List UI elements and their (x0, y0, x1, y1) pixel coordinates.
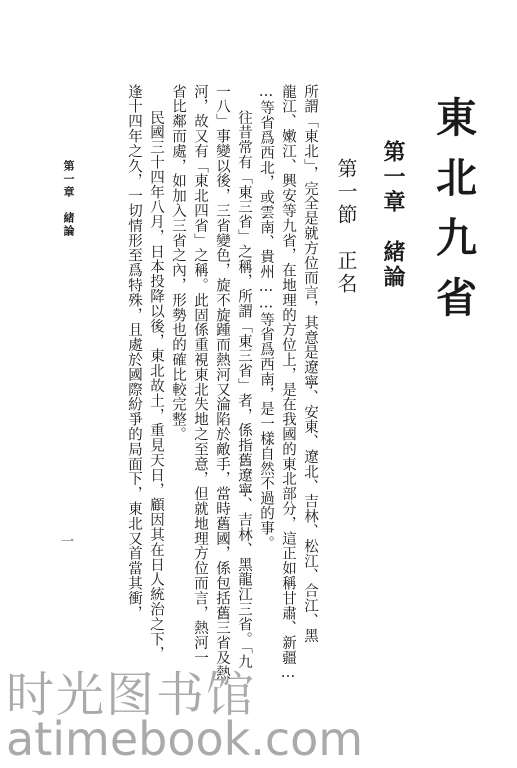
body-line-1: 所謂「東北」，完全是就方位而言，其意是遼寧、安東、遼北、吉林、松江、合江、黑 (302, 84, 318, 643)
watermark-chinese: 时光图书馆 (6, 667, 257, 723)
running-head: 第一章 緒論 (62, 160, 75, 238)
body-line-4: 往昔常有「東三省」之稱，所謂「東三省」者，係指舊遼寧、吉林、黑龍江三省。「九 (236, 110, 252, 669)
body-line-8: 民國三十四年八月，日本投降以後，東北故土，重見天日，顧因其在日人統治之下， (148, 110, 164, 662)
body-line-3: …等省爲西北，或雲南、貴州……等省爲西南，是一樣自然不過的事。 (258, 84, 274, 551)
chapter-heading: 第一章 緒論 (380, 140, 406, 290)
body-line-5: 一八」事變以後，三省變色，旋不旋踵而熱河又淪陷於敵手，當時舊國，係包括舊三省及熱 (214, 84, 230, 680)
body-line-6: 河，故又有「東北四省」之稱。此固係重視東北失地之至意，但就地理方位而言，熱河一 (192, 84, 208, 666)
section-heading: 第一節 正名 (334, 158, 358, 296)
body-line-7: 省比鄰而處，如加入三省之內，形勢也的確比較完整。 (170, 84, 186, 442)
body-line-2: 龍江、嫩江、興安等九省，在地理的方位上，是在我國的東北部分，這正如稱甘肅、新疆… (280, 84, 296, 682)
watermark-url: atimebook.com (6, 712, 364, 766)
page-number: 一 (58, 534, 73, 547)
body-line-9: 逢十四年之久，一切情形至爲特殊，且處於國際紛爭的局面下，東北又首當其衝， (126, 84, 142, 621)
book-title: 東北九省 (429, 96, 477, 336)
